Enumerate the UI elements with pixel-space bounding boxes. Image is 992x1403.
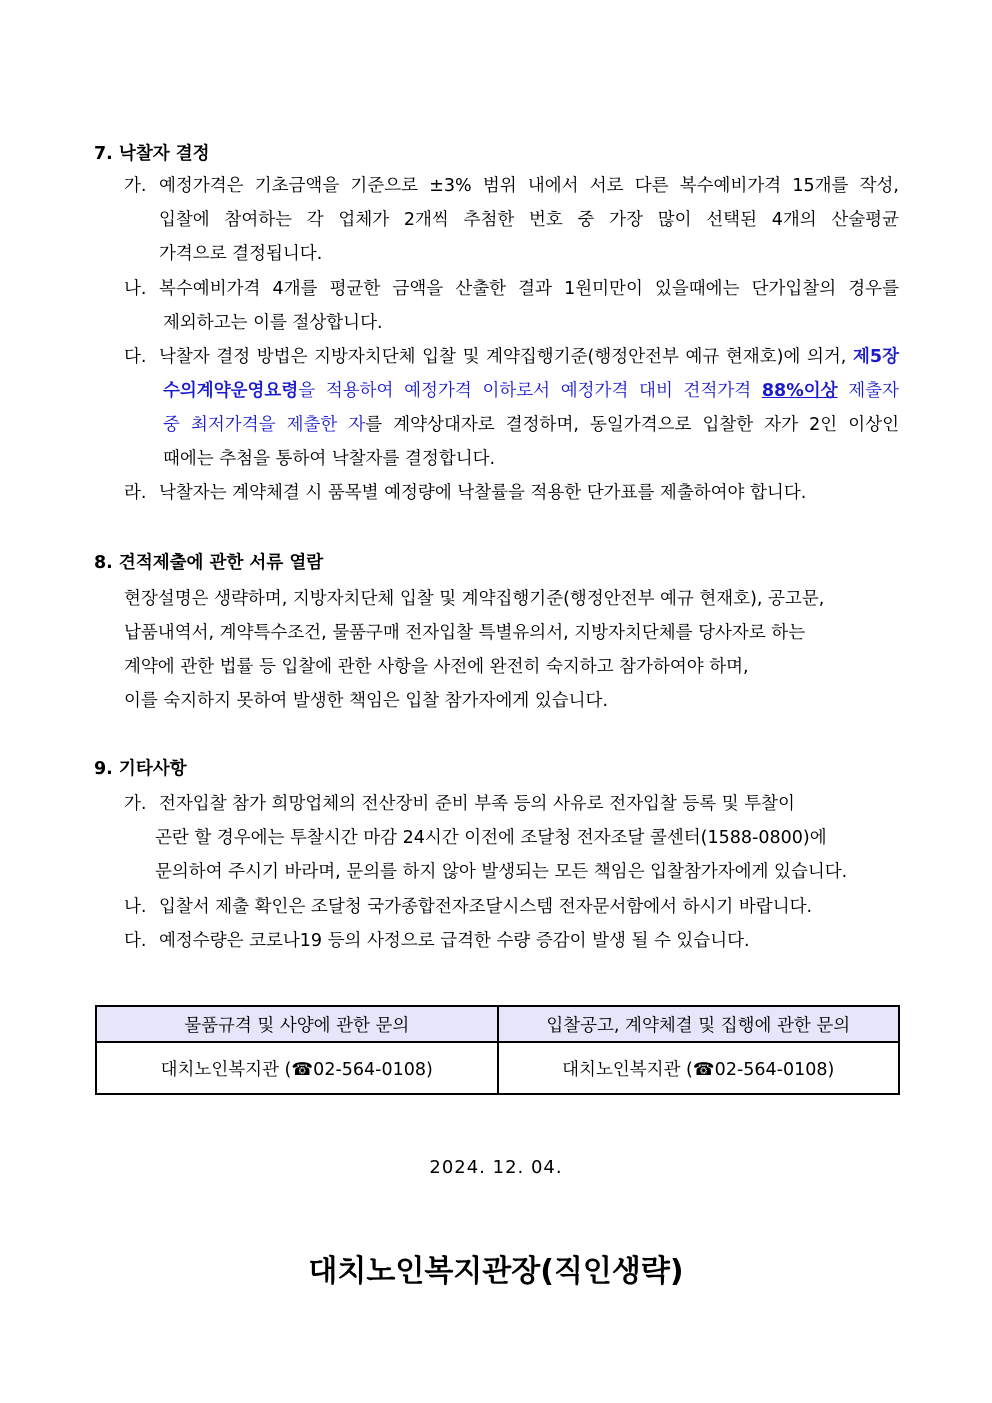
s8-line1: 현장설명은 생략하며, 지방자치단체 입찰 및 계약집행기준(행정안전부 예규 현재호), 공고문, bbox=[124, 589, 825, 609]
s7-c-marker: 다. bbox=[124, 347, 147, 367]
contact-header-spec: 물품규격 및 사양에 관한 문의 bbox=[96, 1006, 498, 1042]
s7-a-marker: 가. bbox=[124, 176, 147, 196]
s8-line4: 이를 숙지하지 못하여 발생한 책임은 입찰 참가자에게 있습니다. bbox=[124, 691, 609, 711]
s9-c-line1: 예정수량은 코로나19 등의 사정으로 급격한 수량 증감이 발생 될 수 있습니다. bbox=[159, 931, 750, 951]
s7-c-percent: 88%이상 bbox=[761, 381, 838, 401]
contact-header-contract: 입찰공고, 계약체결 및 집행에 관한 문의 bbox=[498, 1006, 900, 1042]
contact-table bbox=[95, 1005, 900, 1095]
s7-c-chapter5: 제5장 bbox=[852, 347, 899, 367]
s9-a-line3: 문의하여 주시기 바라며, 문의를 하지 않아 발생되는 모든 책임은 입찰참가자에게 있습니다. bbox=[155, 862, 848, 882]
section-9-title: 9. 기타사항 bbox=[94, 759, 187, 779]
contact-cell-contract: 대치노인복지관 (☎02-564-0108) bbox=[498, 1042, 900, 1094]
s7-b-marker: 나. bbox=[124, 279, 147, 299]
s8-line2: 납품내역서, 계약특수조건, 물품구매 전자입찰 특별유의서, 지방자치단체를 당사자로 하는 bbox=[124, 623, 806, 643]
s7-a-line1: 예정가격은 기초금액을 기준으로 ±3% 범위 내에서 서로 다른 복수예비가격 15개를 작성, bbox=[159, 176, 899, 196]
s9-c-marker: 다. bbox=[124, 931, 147, 951]
s9-b-line1: 입찰서 제출 확인은 조달청 국가종합전자조달시스템 전자문서함에서 하시기 바랍니다. bbox=[159, 897, 813, 917]
s7-c-guideline: 수의계약운영요령 bbox=[163, 381, 299, 401]
signer-name: 대치노인복지관장(직인생략) bbox=[308, 1254, 684, 1289]
s7-c-line1-text: 낙찰자 결정 방법은 지방자치단체 입찰 및 계약집행기준(행정안전부 예규 현재호)에 의거, bbox=[159, 347, 847, 367]
document-date: 2024. 12. 04. bbox=[429, 1157, 563, 1178]
s7-d-marker: 라. bbox=[124, 483, 147, 503]
section-8-title: 8. 견적제출에 관한 서류 열람 bbox=[94, 553, 324, 573]
s7-c-line2-mid: 을 적용하여 예정가격 이하로서 예정가격 대비 견적가격 bbox=[298, 381, 752, 401]
section-7-title: 7. 낙찰자 결정 bbox=[94, 144, 210, 164]
s9-a-line1: 전자입찰 참가 희망업체의 전산장비 준비 부족 등의 사유로 전자입찰 등록 및 투찰이 bbox=[159, 794, 795, 814]
s7-c-line4: 때에는 추첨을 통하여 낙찰자를 결정합니다. bbox=[163, 449, 496, 469]
s7-c-line2 bbox=[163, 379, 899, 403]
contact-header-row bbox=[96, 1006, 899, 1042]
s7-c-line3-post: 를 계약상대자로 결정하며, 동일가격으로 입찰한 자가 2인 이상인 bbox=[365, 415, 899, 435]
s8-line3: 계약에 관한 법률 등 입찰에 관한 사항을 사전에 완전히 숙지하고 참가하여야 하며, bbox=[124, 657, 749, 677]
contact-value-row bbox=[96, 1042, 899, 1094]
s7-c-line1 bbox=[159, 345, 899, 369]
s9-b-marker: 나. bbox=[124, 897, 147, 917]
s7-a-line3: 가격으로 결정됩니다. bbox=[159, 244, 323, 264]
contact-cell-spec: 대치노인복지관 (☎02-564-0108) bbox=[96, 1042, 498, 1094]
s7-b-line1: 복수예비가격 4개를 평균한 금액을 산출한 결과 1원미만이 있을때에는 단가입찰의 경우를 bbox=[159, 279, 899, 299]
s7-c-line3 bbox=[163, 413, 899, 437]
s9-a-marker: 가. bbox=[124, 794, 147, 814]
s7-c-line2-post: 제출자 bbox=[848, 381, 899, 401]
s9-a-line2: 곤란 할 경우에는 투찰시간 마감 24시간 이전에 조달청 전자조달 콜센터(1588-0800)에 bbox=[155, 828, 827, 848]
s7-a-line2: 입찰에 참여하는 각 업체가 2개씩 추첨한 번호 중 가장 많이 선택된 4개의 산술평균 bbox=[159, 210, 899, 230]
s7-c-lowest-price: 중 최저가격을 제출한 자 bbox=[163, 415, 366, 435]
s7-b-line2: 제외하고는 이를 절상합니다. bbox=[163, 313, 383, 333]
s7-d-line1: 낙찰자는 계약체결 시 품목별 예정량에 낙찰률을 적용한 단가표를 제출하여야 합니다. bbox=[159, 483, 807, 503]
